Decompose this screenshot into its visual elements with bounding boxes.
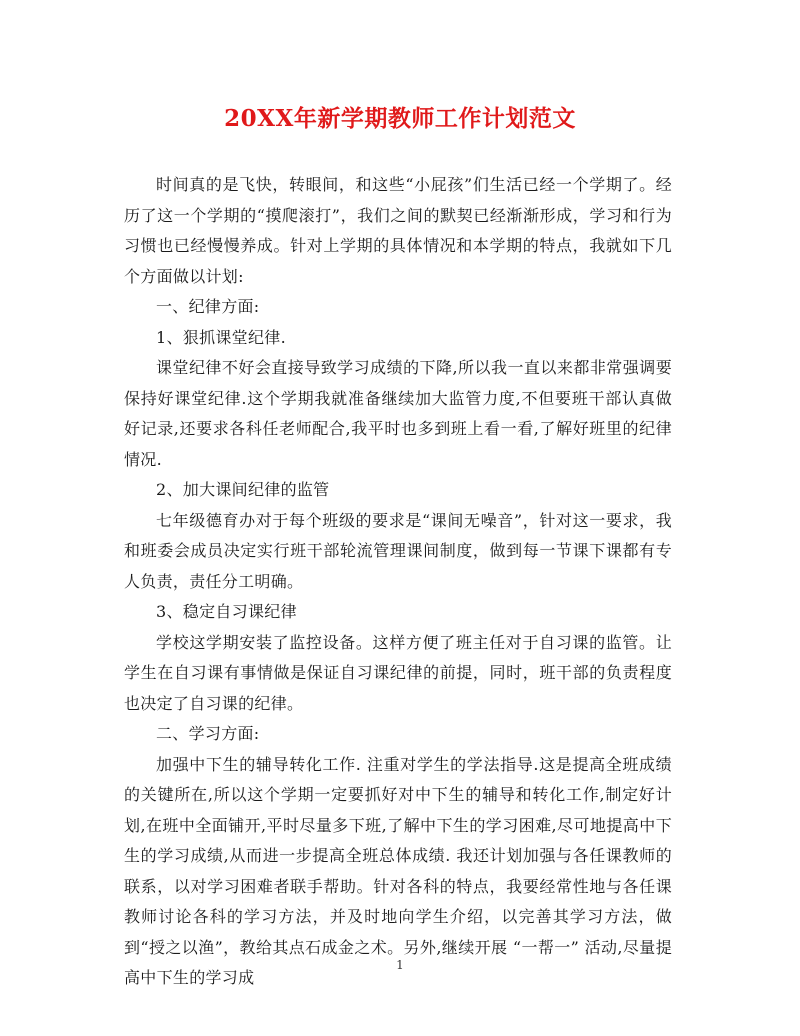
paragraph-break-discipline: 七年级德育办对于每个班级的要求是“课间无噪音”，针对这一要求，我和班委会成员决定实行班干部轮流管理课间制度，做到每一节课下课都有专人负责，责任分工明确。 xyxy=(124,510,672,591)
heading-discipline: 一、纪律方面: xyxy=(156,297,260,316)
heading-study: 二、学习方面: xyxy=(156,724,260,743)
subheading-self-study-discipline: 3、稳定自习课纪律 xyxy=(156,602,297,621)
paragraph-study: 加强中下生的辅导转化工作. 注重对学生的学法指导.这是提高全班成绩的关键所在,所以这个学期一定要抓好对中下生的辅导和转化工作,制定好计划,在班中全面铺开,平时尽量多下班,了解中下生的学习困难,尽可地提高中下生的学习成绩,从而进一步提高全班总体成绩. 我还计划加强与各任课教师的联系，以对学习困难者联手帮助。针对各科的特点，我要经常性地与各任课教师讨论各科的学习方法，并及时地向学生介绍，以完善其学习方法，做到“授之以渔”，教给其点石成金之术。另外,继续开展 “一帮一” 活动,尽量提高中下生的学习成 xyxy=(124,754,672,987)
document-body xyxy=(124,170,672,994)
subheading-classroom-discipline: 1、狠抓课堂纪律. xyxy=(156,327,286,347)
page-number: 1 xyxy=(396,958,404,972)
paragraph-classroom-discipline: 课堂纪律不好会直接导致学习成绩的下降,所以我一直以来都非常强调要保持好课堂纪律.这个学期我就准备继续加大监管力度,不但要班干部认真做好记录,还要求各科任老师配合,我平时也多到班上看一看,了解好班里的纪律情况. xyxy=(124,358,672,469)
paragraph-self-study-discipline: 学校这学期安装了监控设备。这样方便了班主任对于自习课的监管。让学生在自习课有事情做是保证自习课纪律的前提，同时，班干部的负责程度也决定了自习课的纪律。 xyxy=(124,632,672,713)
document-title: 20XX年新学期教师工作计划范文 xyxy=(224,105,576,132)
subheading-break-discipline: 2、加大课间纪律的监管 xyxy=(156,480,330,499)
paragraph-intro: 时间真的是飞快，转眼间，和这些“小屁孩”们生活已经一个学期了。经历了这一个学期的“摸爬滚打”，我们之间的默契已经渐渐形成，学习和行为习惯也已经慢慢养成。针对上学期的具体情况和本学期的特点，我就如下几个方面做以计划: xyxy=(124,175,672,286)
